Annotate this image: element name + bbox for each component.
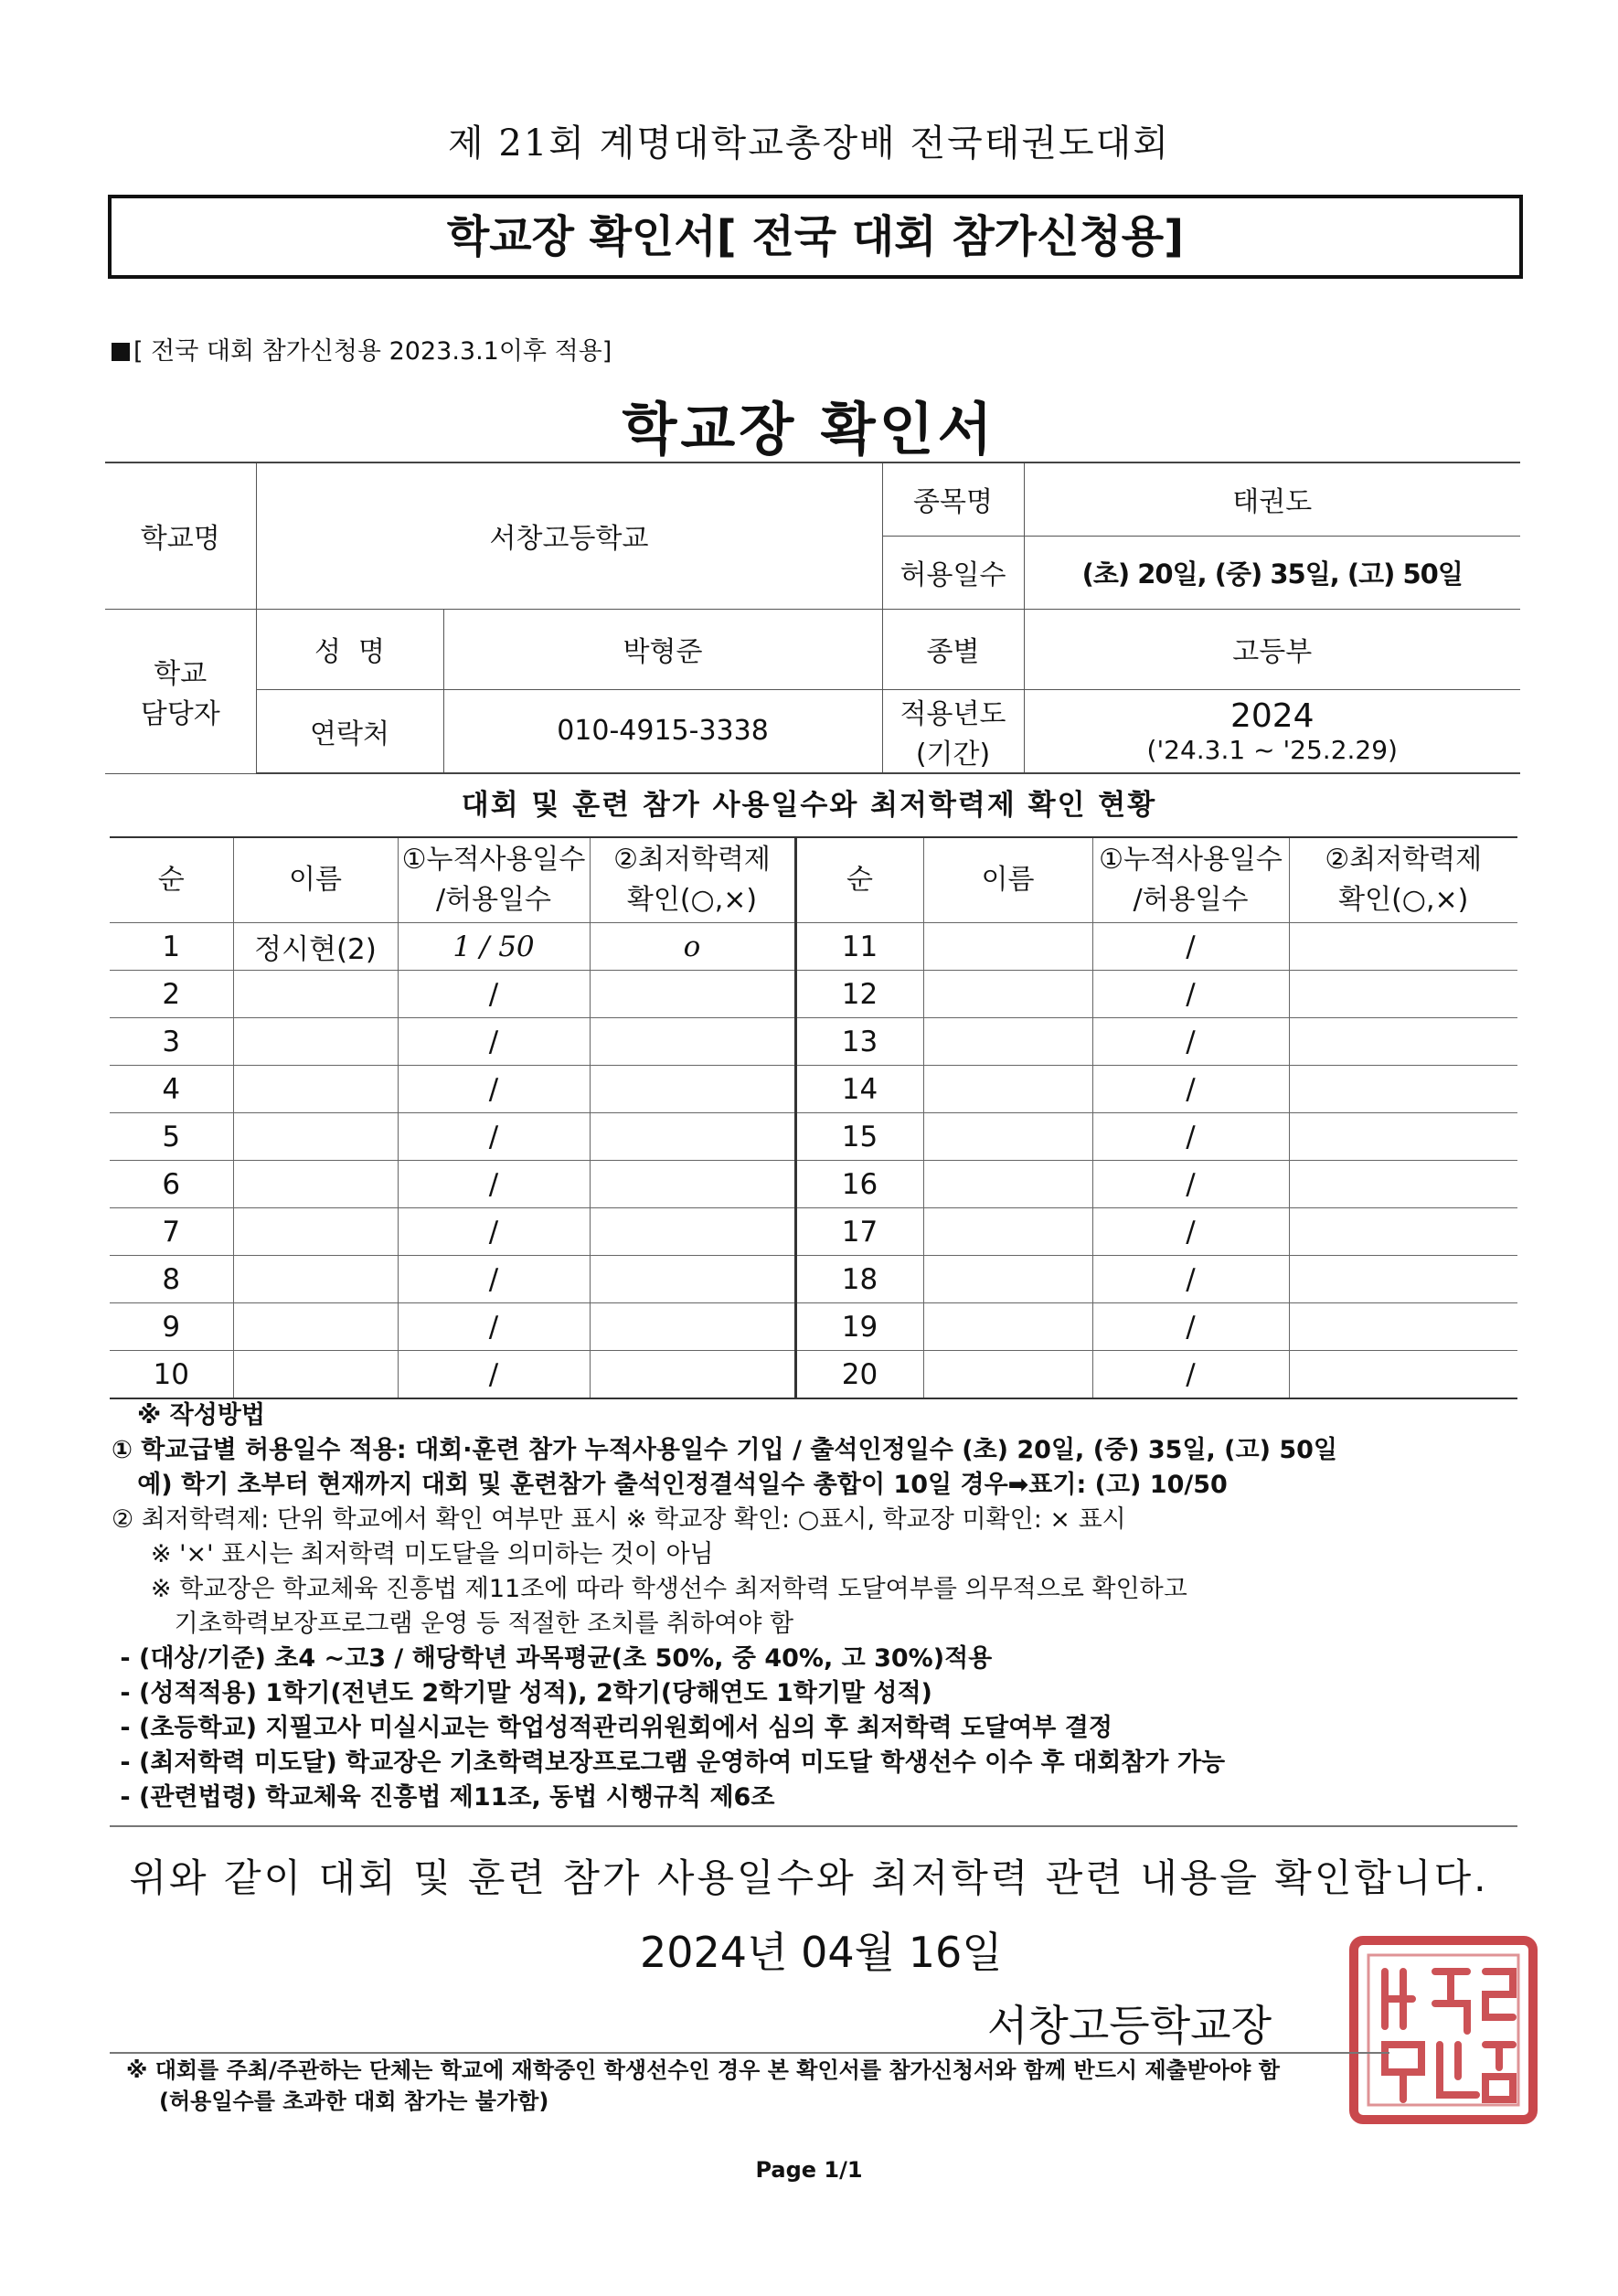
- instruction-line: ① 학교급별 허용일수 적용: 대회·훈련 참가 누적사용일수 기입 / 출석인정일수 (초) 20일, (중) 35일, (고) 50일: [112, 1436, 1337, 1464]
- row-number: 13: [795, 1018, 923, 1066]
- table-row: [110, 923, 1517, 971]
- days-value: (초) 20일, (중) 35일, (고) 50일: [1024, 536, 1520, 609]
- min-academic-check: [1289, 1161, 1517, 1208]
- row-number: 3: [110, 1018, 233, 1066]
- athlete-name: [233, 1303, 398, 1351]
- section-title: 대회 및 훈련 참가 사용일수와 최저학력제 확인 현황: [461, 789, 1157, 822]
- used-days: /: [1092, 1161, 1289, 1208]
- page-number: Page 1/1: [755, 2157, 863, 2183]
- row-number: 7: [110, 1208, 233, 1256]
- min-academic-check: [1289, 971, 1517, 1018]
- contact-label: 연락처: [256, 689, 443, 773]
- instructions-heading: ※ 작성방법: [137, 1401, 265, 1430]
- staff-label-line2: 담당자: [140, 698, 220, 730]
- instruction-line: - (성적적용) 1학기(전년도 2학기말 성적), 2학기(당해연도 1학기말 성적): [112, 1679, 932, 1707]
- used-days: /: [398, 1351, 590, 1399]
- min-academic-check: [590, 1113, 795, 1161]
- days-label: 허용일수: [882, 536, 1024, 609]
- used-days: /: [1092, 971, 1289, 1018]
- table-row: [110, 1018, 1517, 1066]
- athlete-name: [233, 1208, 398, 1256]
- footnote-divider: [110, 2052, 1389, 2054]
- instruction-line: ※ 학교장은 학교체육 진흥법 제11조에 따라 학생선수 최저학력 도달여부를 의무적으로 확인하고: [112, 1575, 1187, 1603]
- min-academic-check: [590, 1161, 795, 1208]
- sport-value: 태권도: [1024, 462, 1520, 536]
- used-days: /: [398, 971, 590, 1018]
- footnote-line2: (허용일수를 초과한 대회 참가는 불가함): [159, 2089, 549, 2114]
- min-academic-check: [590, 1256, 795, 1303]
- year-label: [882, 689, 1024, 773]
- min-academic-check: [1289, 1113, 1517, 1161]
- footnote: [126, 2055, 1280, 2117]
- table-row: [110, 1161, 1517, 1208]
- row-number: 19: [795, 1303, 923, 1351]
- usage-header-row: [110, 837, 1517, 923]
- table-row: [110, 1351, 1517, 1399]
- table-row: [110, 1256, 1517, 1303]
- athlete-name: [923, 1208, 1092, 1256]
- used-days: /: [1092, 1256, 1289, 1303]
- row-number: 18: [795, 1256, 923, 1303]
- table-row: [110, 1208, 1517, 1256]
- athlete-name: [923, 1018, 1092, 1066]
- footnote-line1: ※ 대회를 주최/주관하는 단체는 학교에 재학중인 학생선수인 경우 본 확인서를 참가신청서와 함께 반드시 제출받아야 함: [126, 2057, 1280, 2083]
- table-row: [110, 1303, 1517, 1351]
- used-days: /: [398, 1018, 590, 1066]
- year-value-text: 2024: [1229, 696, 1315, 735]
- square-bullet-icon: [112, 343, 130, 361]
- year-label-line1: 적용년도: [899, 697, 1006, 730]
- min-academic-check: [1289, 923, 1517, 971]
- min-academic-check: [590, 1018, 795, 1066]
- min-academic-check: [1289, 1208, 1517, 1256]
- athlete-name: [923, 1113, 1092, 1161]
- min-academic-check: [590, 1303, 795, 1351]
- instruction-line: - (대상/기준) 초4 ~고3 / 해당학년 과목평균(초 50%, 중 40%, 고 30%)적용: [112, 1644, 993, 1673]
- used-days: 1 / 50: [398, 923, 590, 971]
- col-min-academic-line1: ②최저학력제: [613, 844, 771, 876]
- athlete-name: [923, 1351, 1092, 1399]
- apply-note: [112, 331, 612, 367]
- min-academic-check: [590, 1208, 795, 1256]
- col-cumulative-right-line2: /허용일수: [1133, 884, 1249, 916]
- instruction-line: - (관련법령) 학교체육 진흥법 제11조, 동법 시행규칙 제6조: [112, 1783, 775, 1812]
- athlete-name: [233, 1066, 398, 1113]
- issue-date: 2024년 04월 16일: [640, 1928, 1003, 1977]
- confirmation-text: 위와 같이 대회 및 훈련 참가 사용일수와 최저학력 관련 내용을 확인합니다.: [129, 1855, 1489, 1900]
- instructions: [112, 1398, 1538, 1815]
- used-days: /: [1092, 1351, 1289, 1399]
- min-academic-check: [1289, 1066, 1517, 1113]
- table-row: [110, 1066, 1517, 1113]
- row-number: 15: [795, 1113, 923, 1161]
- divider: [110, 1825, 1517, 1827]
- instruction-line: 기초학력보장프로그램 운영 등 적절한 조치를 취하여야 함: [112, 1610, 794, 1638]
- row-number: 20: [795, 1351, 923, 1399]
- min-academic-check: [1289, 1303, 1517, 1351]
- year-label-line2: (기간): [915, 738, 991, 771]
- row-number: 4: [110, 1066, 233, 1113]
- row-number: 11: [795, 923, 923, 971]
- row-number: 2: [110, 971, 233, 1018]
- col-min-academic-right-line1: ②최저학력제: [1325, 844, 1483, 876]
- table-row: [110, 1113, 1517, 1161]
- athlete-name: [923, 1256, 1092, 1303]
- min-academic-check: [1289, 1256, 1517, 1303]
- row-number: 16: [795, 1161, 923, 1208]
- row-number: 6: [110, 1161, 233, 1208]
- min-academic-check: [590, 1066, 795, 1113]
- used-days: /: [398, 1208, 590, 1256]
- principal-signature-line: 서창고등학교장: [987, 2001, 1272, 2050]
- used-days: /: [398, 1303, 590, 1351]
- staff-label: [105, 609, 256, 773]
- category-label: 종별: [882, 609, 1024, 689]
- used-days: /: [398, 1113, 590, 1161]
- athlete-name: [233, 1113, 398, 1161]
- col-no: 순: [110, 837, 233, 923]
- min-academic-check: [590, 1351, 795, 1399]
- instruction-line: - (초등학교) 지필고사 미실시교는 학업성적관리위원회에서 심의 후 최저학력 도달여부 결정: [112, 1714, 1112, 1742]
- year-value: [1024, 689, 1520, 773]
- used-days: /: [398, 1256, 590, 1303]
- used-days: /: [1092, 1303, 1289, 1351]
- staff-label-line1: 학교: [154, 658, 208, 690]
- col-min-academic-right: [1289, 837, 1517, 923]
- athlete-name: [923, 1161, 1092, 1208]
- contact-value: 010-4915-3338: [443, 689, 882, 773]
- min-academic-check: [590, 971, 795, 1018]
- instructions-lines: [112, 1433, 1538, 1815]
- info-table: [105, 462, 1520, 774]
- col-min-academic-line2: 확인(○,×): [626, 884, 758, 916]
- min-academic-check: [1289, 1018, 1517, 1066]
- instruction-line: - (최저학력 미도달) 학교장은 기초학력보장프로그램 운영하여 미도달 학생선수 이수 후 대회참가 가능: [112, 1749, 1226, 1777]
- row-number: 12: [795, 971, 923, 1018]
- instruction-line: ※ '×' 표시는 최저학력 미도달을 의미하는 것이 아님: [112, 1540, 714, 1568]
- athlete-name: [923, 1303, 1092, 1351]
- used-days: /: [1092, 1208, 1289, 1256]
- usage-table: [110, 836, 1517, 1399]
- athlete-name: [233, 1351, 398, 1399]
- col-min-academic: [590, 837, 795, 923]
- min-academic-check: o: [590, 923, 795, 971]
- event-title: 제 21회 계명대학교총장배 전국태권도대회: [448, 122, 1170, 165]
- col-cumulative-line2: /허용일수: [435, 884, 552, 916]
- col-min-academic-right-line2: 확인(○,×): [1338, 884, 1469, 916]
- used-days: /: [1092, 1066, 1289, 1113]
- athlete-name: [923, 923, 1092, 971]
- athlete-name: [233, 1018, 398, 1066]
- used-days: /: [398, 1161, 590, 1208]
- col-no-right: 순: [795, 837, 923, 923]
- category-value: 고등부: [1024, 609, 1520, 689]
- row-number: 5: [110, 1113, 233, 1161]
- athlete-name: [233, 971, 398, 1018]
- used-days: /: [1092, 923, 1289, 971]
- col-cumulative: [398, 837, 590, 923]
- instruction-line: 예) 학기 초부터 현재까지 대회 및 훈련참가 출석인정결석일수 총합이 10일 경우➡표기: (고) 10/50: [112, 1471, 1228, 1499]
- year-period-text: ('24.3.1 ~ '25.2.29): [1146, 734, 1398, 765]
- athlete-name: [923, 971, 1092, 1018]
- min-academic-check: [1289, 1351, 1517, 1399]
- principal-seal-stamp: [1348, 1935, 1538, 2125]
- row-number: 10: [110, 1351, 233, 1399]
- table-row: [110, 971, 1517, 1018]
- athlete-name: 정시현(2): [233, 923, 398, 971]
- row-number: 17: [795, 1208, 923, 1256]
- row-number: 14: [795, 1066, 923, 1113]
- instruction-line: ② 최저학력제: 단위 학교에서 확인 여부만 표시 ※ 학교장 확인: ○표시, 학교장 미확인: × 표시: [112, 1505, 1126, 1534]
- athlete-name: [233, 1161, 398, 1208]
- row-number: 9: [110, 1303, 233, 1351]
- main-title: 학교장 확인서: [622, 396, 996, 462]
- sport-label: 종목명: [882, 462, 1024, 536]
- col-name-right: 이름: [923, 837, 1092, 923]
- row-number: 1: [110, 923, 233, 971]
- used-days: /: [1092, 1018, 1289, 1066]
- school-label: 학교명: [105, 462, 256, 609]
- col-cumulative-line1: ①누적사용일수: [401, 844, 586, 876]
- name-label: 성 명: [256, 609, 443, 689]
- apply-note-text: [ 전국 대회 참가신청용 2023.3.1이후 적용]: [133, 337, 612, 366]
- name-value: 박형준: [443, 609, 882, 689]
- form-title: 학교장 확인서[ 전국 대회 참가신청용]: [108, 195, 1523, 279]
- col-name: 이름: [233, 837, 398, 923]
- school-value: 서창고등학교: [256, 462, 882, 609]
- row-number: 8: [110, 1256, 233, 1303]
- col-cumulative-right: [1092, 837, 1289, 923]
- athlete-name: [923, 1066, 1092, 1113]
- used-days: /: [398, 1066, 590, 1113]
- col-cumulative-right-line1: ①누적사용일수: [1099, 844, 1283, 876]
- athlete-name: [233, 1256, 398, 1303]
- used-days: /: [1092, 1113, 1289, 1161]
